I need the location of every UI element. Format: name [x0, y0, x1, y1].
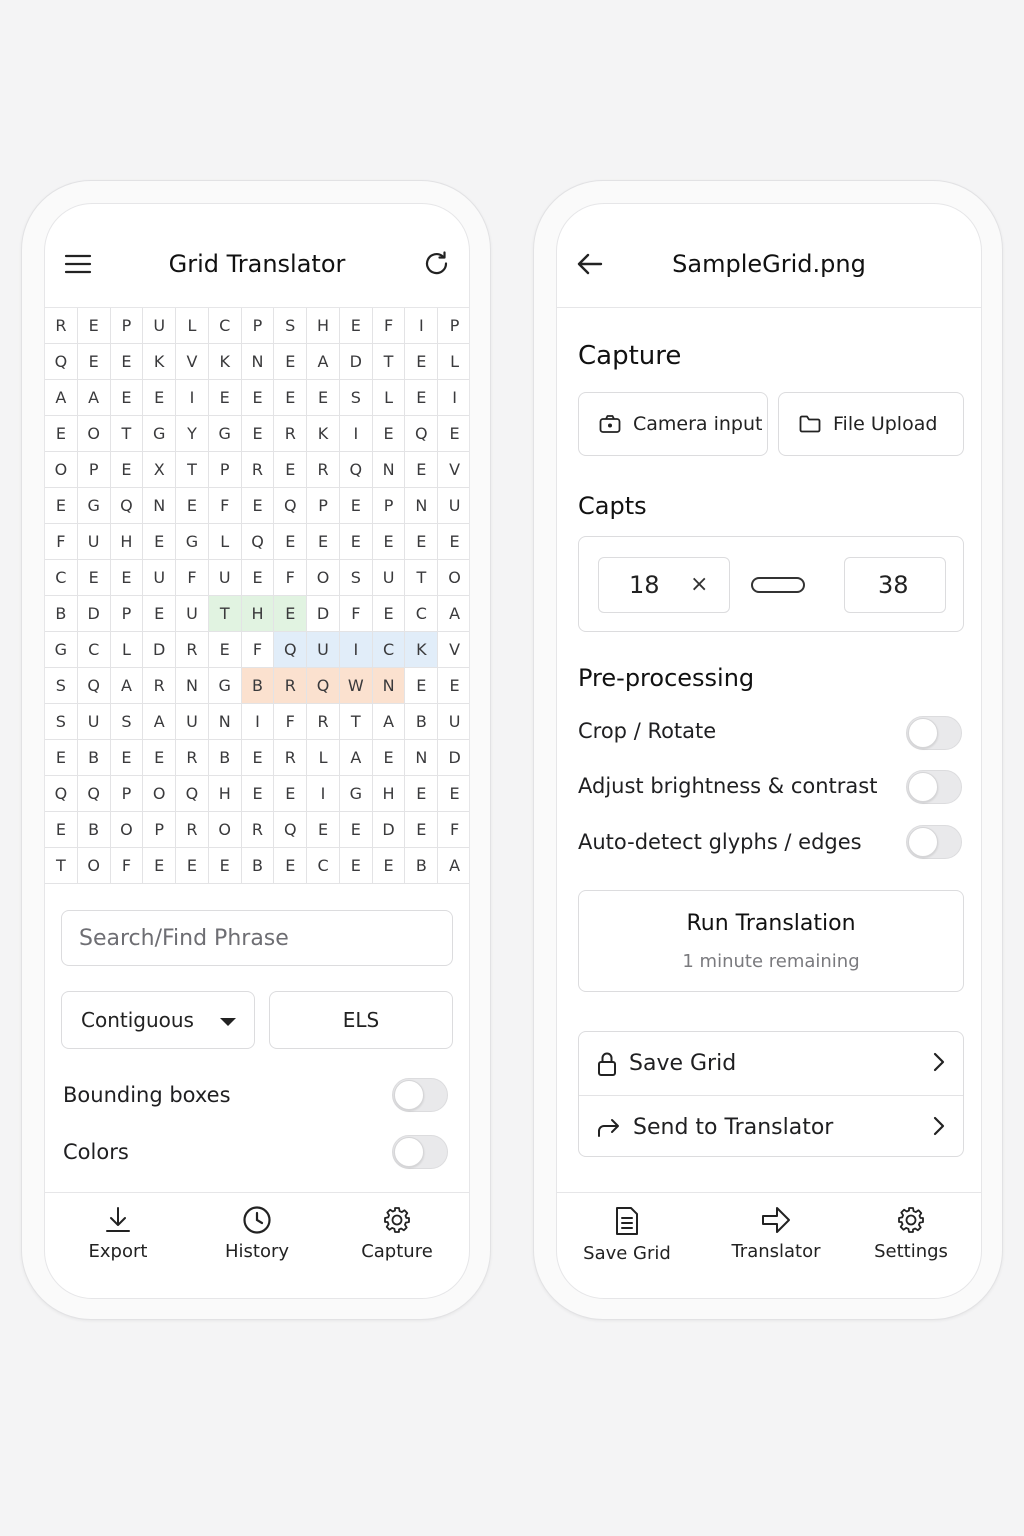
- capts-panel: [578, 536, 964, 632]
- gear-icon: [382, 1205, 412, 1235]
- grid-cell[interactable]: E: [45, 488, 78, 524]
- grid-cell[interactable]: E: [274, 848, 307, 884]
- grid-cell[interactable]: E: [373, 524, 406, 560]
- grid-cell[interactable]: H: [209, 776, 242, 812]
- grid-cell[interactable]: R: [242, 812, 275, 848]
- grid-cell[interactable]: F: [242, 632, 275, 668]
- document-icon: [612, 1205, 642, 1237]
- grid-cell[interactable]: A: [78, 380, 111, 416]
- grid-cell[interactable]: N: [405, 740, 438, 776]
- lock-icon: [597, 1051, 617, 1077]
- grid-cell[interactable]: N: [373, 452, 406, 488]
- grid-cell[interactable]: R: [176, 632, 209, 668]
- grid-cell[interactable]: R: [176, 740, 209, 776]
- grid-cell[interactable]: I: [176, 380, 209, 416]
- grid-translator-screen: [44, 203, 470, 1299]
- grid-cell[interactable]: A: [45, 380, 78, 416]
- grid-cell[interactable]: Q: [111, 488, 144, 524]
- grid-cell[interactable]: H: [373, 776, 406, 812]
- toggle-knob: [908, 718, 938, 748]
- nav-save-grid-label: Save Grid: [583, 1243, 671, 1264]
- grid-cell[interactable]: E: [274, 380, 307, 416]
- grid-cell[interactable]: L: [438, 344, 470, 380]
- grid-cell[interactable]: E: [438, 776, 470, 812]
- grid-cell-highlighted[interactable]: W: [340, 668, 373, 704]
- grid-cell[interactable]: Q: [78, 776, 111, 812]
- grid-cell[interactable]: E: [405, 812, 438, 848]
- grid-cell[interactable]: O: [209, 812, 242, 848]
- grid-cell[interactable]: E: [143, 740, 176, 776]
- clock-icon: [242, 1205, 272, 1235]
- caret-down-icon: [220, 1018, 236, 1026]
- grid-cell[interactable]: X: [143, 452, 176, 488]
- grid-cell[interactable]: S: [45, 668, 78, 704]
- grid-cell[interactable]: O: [143, 776, 176, 812]
- grid-cell[interactable]: E: [405, 668, 438, 704]
- grid-cell-highlighted[interactable]: U: [307, 632, 340, 668]
- grid-cell[interactable]: U: [78, 704, 111, 740]
- grid-cell[interactable]: U: [143, 308, 176, 344]
- grid-cell[interactable]: A: [340, 740, 373, 776]
- phone-sample-grid: [533, 180, 1003, 1320]
- chevron-right-icon: [933, 1052, 945, 1072]
- colors-toggle[interactable]: [392, 1135, 448, 1169]
- bottom-nav: [557, 1192, 981, 1298]
- grid-cell[interactable]: E: [405, 344, 438, 380]
- grid-cell[interactable]: U: [176, 704, 209, 740]
- grid-cell[interactable]: P: [209, 452, 242, 488]
- sample-grid-screen: [556, 203, 982, 1299]
- grid-cell[interactable]: S: [340, 380, 373, 416]
- grid-cell[interactable]: L: [176, 308, 209, 344]
- grid-cell[interactable]: G: [78, 488, 111, 524]
- grid-cell[interactable]: E: [45, 740, 78, 776]
- grid-cell[interactable]: E: [242, 560, 275, 596]
- download-icon: [103, 1205, 133, 1235]
- grid-cell[interactable]: T: [340, 704, 373, 740]
- grid-cell[interactable]: Q: [242, 524, 275, 560]
- grid-cell[interactable]: E: [405, 524, 438, 560]
- grid-cell[interactable]: R: [274, 416, 307, 452]
- grid-cell[interactable]: F: [438, 812, 470, 848]
- grid-cell[interactable]: P: [373, 488, 406, 524]
- grid-cell[interactable]: E: [373, 416, 406, 452]
- grid-cell-highlighted[interactable]: I: [340, 632, 373, 668]
- grid-cell[interactable]: E: [373, 596, 406, 632]
- grid-cell[interactable]: D: [438, 740, 470, 776]
- grid-cell[interactable]: T: [111, 416, 144, 452]
- grid-cell[interactable]: E: [242, 416, 275, 452]
- grid-cell[interactable]: L: [373, 380, 406, 416]
- grid-cell[interactable]: E: [143, 524, 176, 560]
- grid-cell[interactable]: I: [438, 380, 470, 416]
- save-grid-row[interactable]: [579, 1032, 963, 1095]
- grid-cell[interactable]: U: [209, 560, 242, 596]
- grid-cell[interactable]: S: [340, 560, 373, 596]
- grid-cell[interactable]: B: [405, 704, 438, 740]
- grid-cell[interactable]: P: [242, 308, 275, 344]
- grid-cell[interactable]: T: [176, 452, 209, 488]
- grid-cell[interactable]: U: [143, 560, 176, 596]
- grid-cell[interactable]: R: [242, 452, 275, 488]
- grid-cell[interactable]: P: [111, 308, 144, 344]
- grid-cell[interactable]: E: [45, 812, 78, 848]
- bounding-boxes-label: Bounding boxes: [63, 1083, 231, 1107]
- nav-export-label: Export: [88, 1241, 148, 1262]
- grid-cell[interactable]: V: [438, 452, 470, 488]
- grid-cell[interactable]: F: [176, 560, 209, 596]
- grid-cell[interactable]: S: [111, 704, 144, 740]
- search-input[interactable]: [61, 910, 453, 966]
- grid-cell[interactable]: E: [405, 380, 438, 416]
- grid-cell[interactable]: E: [78, 560, 111, 596]
- grid-cell[interactable]: B: [209, 740, 242, 776]
- grid-cell[interactable]: E: [78, 308, 111, 344]
- grid-cell[interactable]: E: [176, 848, 209, 884]
- time-remaining: 1 minute remaining: [682, 951, 860, 972]
- els-button[interactable]: ELS: [269, 991, 453, 1049]
- grid-cell-highlighted[interactable]: E: [274, 596, 307, 632]
- nav-translator[interactable]: [716, 1205, 836, 1275]
- arrow-right-icon: [760, 1205, 792, 1235]
- grid-cell[interactable]: A: [143, 704, 176, 740]
- grid-cell[interactable]: F: [274, 560, 307, 596]
- toggle-knob: [908, 772, 938, 802]
- grid-cell[interactable]: K: [307, 416, 340, 452]
- grid-cell[interactable]: V: [176, 344, 209, 380]
- grid-cell[interactable]: E: [274, 776, 307, 812]
- grid-cell[interactable]: E: [176, 488, 209, 524]
- grid-cell-highlighted[interactable]: N: [373, 668, 406, 704]
- nav-settings-label: Settings: [874, 1241, 948, 1262]
- grid-cell[interactable]: U: [438, 488, 470, 524]
- app-header: [45, 204, 469, 308]
- grid-cell[interactable]: G: [209, 668, 242, 704]
- grid-cell[interactable]: Q: [176, 776, 209, 812]
- grid-cell[interactable]: E: [242, 380, 275, 416]
- nav-translator-label: Translator: [731, 1241, 821, 1262]
- capts-second-value: 38: [878, 571, 909, 599]
- file-header: [557, 204, 981, 308]
- grid-cell[interactable]: R: [45, 308, 78, 344]
- grid-cell-highlighted[interactable]: H: [242, 596, 275, 632]
- grid-cell[interactable]: O: [45, 452, 78, 488]
- letter-grid[interactable]: [45, 308, 470, 884]
- nav-settings[interactable]: [851, 1205, 971, 1275]
- grid-cell[interactable]: B: [242, 848, 275, 884]
- nav-export[interactable]: [58, 1205, 178, 1275]
- grid-cell[interactable]: B: [78, 812, 111, 848]
- grid-cell[interactable]: G: [176, 524, 209, 560]
- grid-cell[interactable]: E: [111, 560, 144, 596]
- camera-input-label: Camera input: [633, 413, 763, 435]
- grid-cell[interactable]: E: [307, 812, 340, 848]
- grid-cell[interactable]: H: [111, 524, 144, 560]
- grid-cell[interactable]: E: [438, 416, 470, 452]
- grid-cell-highlighted[interactable]: R: [274, 668, 307, 704]
- mode-select-value: Contiguous: [81, 1008, 194, 1032]
- grid-cell[interactable]: G: [143, 416, 176, 452]
- grid-cell[interactable]: G: [209, 416, 242, 452]
- grid-cell[interactable]: E: [45, 416, 78, 452]
- grid-cell[interactable]: N: [405, 488, 438, 524]
- toggle-knob: [394, 1080, 424, 1110]
- grid-cell-highlighted[interactable]: K: [405, 632, 438, 668]
- grid-cell[interactable]: P: [78, 452, 111, 488]
- grid-cell[interactable]: E: [438, 668, 470, 704]
- grid-cell[interactable]: R: [307, 452, 340, 488]
- search-placeholder: Search/Find Phrase: [79, 925, 289, 951]
- toggle-knob: [908, 827, 938, 857]
- grid-cell[interactable]: V: [438, 632, 470, 668]
- save-grid-label: Save Grid: [629, 1051, 737, 1076]
- grid-cell[interactable]: E: [340, 812, 373, 848]
- grid-cell[interactable]: E: [340, 308, 373, 344]
- nav-capture[interactable]: [337, 1205, 457, 1275]
- grid-cell[interactable]: N: [176, 668, 209, 704]
- grid-cell[interactable]: P: [111, 776, 144, 812]
- capts-first-value: 18: [629, 571, 660, 599]
- grid-cell[interactable]: R: [307, 704, 340, 740]
- grid-cell[interactable]: T: [45, 848, 78, 884]
- camera-input-button[interactable]: [578, 392, 768, 456]
- grid-cell[interactable]: E: [274, 344, 307, 380]
- nav-save-grid[interactable]: [567, 1205, 687, 1275]
- grid-cell[interactable]: S: [274, 308, 307, 344]
- grid-cell[interactable]: G: [45, 632, 78, 668]
- grid-cell[interactable]: D: [307, 596, 340, 632]
- grid-cell[interactable]: B: [78, 740, 111, 776]
- grid-cell[interactable]: E: [111, 740, 144, 776]
- grid-cell[interactable]: E: [143, 596, 176, 632]
- grid-cell[interactable]: E: [111, 344, 144, 380]
- grid-cell[interactable]: O: [78, 848, 111, 884]
- grid-cell[interactable]: C: [45, 560, 78, 596]
- grid-cell[interactable]: T: [405, 560, 438, 596]
- camera-icon: [599, 414, 621, 434]
- mode-select[interactable]: [61, 991, 255, 1049]
- grid-cell-highlighted[interactable]: B: [242, 668, 275, 704]
- grid-cell[interactable]: F: [274, 704, 307, 740]
- grid-cell[interactable]: E: [405, 776, 438, 812]
- grid-cell[interactable]: R: [274, 740, 307, 776]
- colors-label: Colors: [63, 1140, 129, 1164]
- grid-cell[interactable]: E: [143, 848, 176, 884]
- grid-cell[interactable]: G: [340, 776, 373, 812]
- grid-cell[interactable]: C: [307, 848, 340, 884]
- grid-cell[interactable]: L: [111, 632, 144, 668]
- grid-cell-highlighted[interactable]: C: [373, 632, 406, 668]
- bounding-boxes-toggle[interactable]: [392, 1078, 448, 1112]
- grid-cell-highlighted[interactable]: Q: [307, 668, 340, 704]
- grid-cell[interactable]: E: [340, 488, 373, 524]
- grid-cell[interactable]: E: [111, 380, 144, 416]
- crop-rotate-toggle[interactable]: [906, 716, 962, 750]
- grid-cell[interactable]: E: [209, 848, 242, 884]
- grid-cell[interactable]: N: [209, 704, 242, 740]
- grid-cell[interactable]: K: [209, 344, 242, 380]
- grid-cell[interactable]: C: [209, 308, 242, 344]
- gear-icon: [896, 1205, 926, 1235]
- grid-cell[interactable]: D: [373, 812, 406, 848]
- grid-cell[interactable]: T: [373, 344, 406, 380]
- capture-heading: Capture: [578, 341, 682, 371]
- grid-cell[interactable]: L: [307, 740, 340, 776]
- grid-cell[interactable]: E: [111, 452, 144, 488]
- grid-cell[interactable]: E: [307, 380, 340, 416]
- capts-heading: Capts: [578, 492, 647, 520]
- grid-cell[interactable]: E: [274, 452, 307, 488]
- grid-cell[interactable]: P: [143, 812, 176, 848]
- grid-cell[interactable]: E: [274, 524, 307, 560]
- send-to-translator-row[interactable]: [579, 1095, 963, 1157]
- grid-cell[interactable]: U: [373, 560, 406, 596]
- grid-cell[interactable]: C: [405, 596, 438, 632]
- file-title: SampleGrid.png: [672, 250, 866, 278]
- nav-capture-label: Capture: [361, 1241, 433, 1262]
- grid-cell[interactable]: A: [373, 704, 406, 740]
- grid-cell[interactable]: E: [373, 848, 406, 884]
- grid-cell[interactable]: U: [438, 704, 470, 740]
- grid-cell[interactable]: E: [143, 380, 176, 416]
- grid-cell[interactable]: E: [405, 452, 438, 488]
- grid-cell[interactable]: Q: [274, 812, 307, 848]
- grid-cell[interactable]: C: [78, 632, 111, 668]
- phone-grid-translator: [21, 180, 491, 1320]
- grid-cell[interactable]: I: [405, 308, 438, 344]
- grid-cell[interactable]: E: [438, 524, 470, 560]
- run-translation-label: Run Translation: [686, 911, 856, 936]
- grid-cell[interactable]: Y: [176, 416, 209, 452]
- brightness-contrast-label: Adjust brightness & contrast: [578, 774, 878, 798]
- grid-cell[interactable]: U: [78, 524, 111, 560]
- share-icon: [597, 1116, 621, 1138]
- grid-cell[interactable]: Q: [45, 776, 78, 812]
- grid-cell[interactable]: I: [340, 416, 373, 452]
- nav-history-label: History: [224, 1241, 290, 1262]
- send-to-translator-label: Send to Translator: [633, 1114, 834, 1140]
- grid-cell[interactable]: Q: [405, 416, 438, 452]
- preprocessing-heading: Pre-processing: [578, 664, 755, 692]
- nav-history[interactable]: [197, 1205, 317, 1275]
- grid-cell[interactable]: O: [438, 560, 470, 596]
- file-upload-label: File Upload: [833, 413, 938, 435]
- times-icon: ×: [690, 572, 709, 597]
- grid-cell[interactable]: E: [242, 488, 275, 524]
- grid-cell[interactable]: D: [340, 344, 373, 380]
- crop-rotate-label: Crop / Rotate: [578, 719, 717, 743]
- grid-cell[interactable]: R: [176, 812, 209, 848]
- grid-cell[interactable]: A: [307, 344, 340, 380]
- grid-cell[interactable]: L: [209, 524, 242, 560]
- run-translation-button[interactable]: [578, 890, 964, 992]
- grid-cell[interactable]: B: [45, 596, 78, 632]
- grid-cell[interactable]: K: [143, 344, 176, 380]
- refresh-icon[interactable]: [423, 250, 451, 278]
- grid-cell[interactable]: A: [438, 848, 470, 884]
- auto-detect-label: Auto-detect glyphs / edges: [578, 830, 862, 854]
- capts-first-field[interactable]: [598, 557, 730, 613]
- grid-cell[interactable]: F: [373, 308, 406, 344]
- grid-cell[interactable]: S: [45, 704, 78, 740]
- grid-cell[interactable]: E: [340, 524, 373, 560]
- grid-cell[interactable]: E: [209, 380, 242, 416]
- grid-cell[interactable]: O: [111, 812, 144, 848]
- action-list: [578, 1031, 964, 1157]
- grid-cell[interactable]: U: [176, 596, 209, 632]
- grid-cell[interactable]: E: [78, 344, 111, 380]
- grid-cell[interactable]: E: [209, 632, 242, 668]
- pill-slider-icon[interactable]: [751, 577, 805, 593]
- grid-cell[interactable]: E: [373, 740, 406, 776]
- grid-cell[interactable]: B: [405, 848, 438, 884]
- chevron-right-icon: [933, 1116, 945, 1136]
- grid-cell[interactable]: I: [242, 704, 275, 740]
- grid-cell[interactable]: F: [45, 524, 78, 560]
- folder-icon: [799, 414, 821, 434]
- grid-cell[interactable]: E: [307, 524, 340, 560]
- grid-cell[interactable]: R: [143, 668, 176, 704]
- grid-cell[interactable]: N: [242, 344, 275, 380]
- grid-cell[interactable]: O: [78, 416, 111, 452]
- grid-cell[interactable]: P: [111, 596, 144, 632]
- grid-cell[interactable]: E: [242, 776, 275, 812]
- page-title: Grid Translator: [168, 250, 346, 278]
- grid-cell[interactable]: D: [143, 632, 176, 668]
- file-upload-button[interactable]: [778, 392, 964, 456]
- grid-cell[interactable]: E: [242, 740, 275, 776]
- grid-cell[interactable]: F: [111, 848, 144, 884]
- grid-cell[interactable]: O: [307, 560, 340, 596]
- toggle-knob: [394, 1137, 424, 1167]
- grid-cell[interactable]: H: [307, 308, 340, 344]
- bottom-nav: [45, 1192, 469, 1298]
- grid-cell[interactable]: F: [209, 488, 242, 524]
- auto-detect-toggle[interactable]: [906, 825, 962, 859]
- grid-cell[interactable]: E: [340, 848, 373, 884]
- grid-cell-highlighted[interactable]: Q: [274, 632, 307, 668]
- capts-second-field[interactable]: [844, 557, 946, 613]
- grid-cell-highlighted[interactable]: T: [209, 596, 242, 632]
- grid-cell[interactable]: Q: [274, 488, 307, 524]
- grid-cell[interactable]: I: [307, 776, 340, 812]
- grid-cell[interactable]: Q: [78, 668, 111, 704]
- grid-cell[interactable]: P: [438, 308, 470, 344]
- grid-cell[interactable]: P: [307, 488, 340, 524]
- grid-cell[interactable]: N: [143, 488, 176, 524]
- grid-cell[interactable]: D: [78, 596, 111, 632]
- brightness-contrast-toggle[interactable]: [906, 770, 962, 804]
- grid-cell[interactable]: Q: [340, 452, 373, 488]
- grid-cell[interactable]: A: [438, 596, 470, 632]
- grid-cell[interactable]: A: [111, 668, 144, 704]
- grid-cell[interactable]: F: [340, 596, 373, 632]
- grid-cell[interactable]: Q: [45, 344, 78, 380]
